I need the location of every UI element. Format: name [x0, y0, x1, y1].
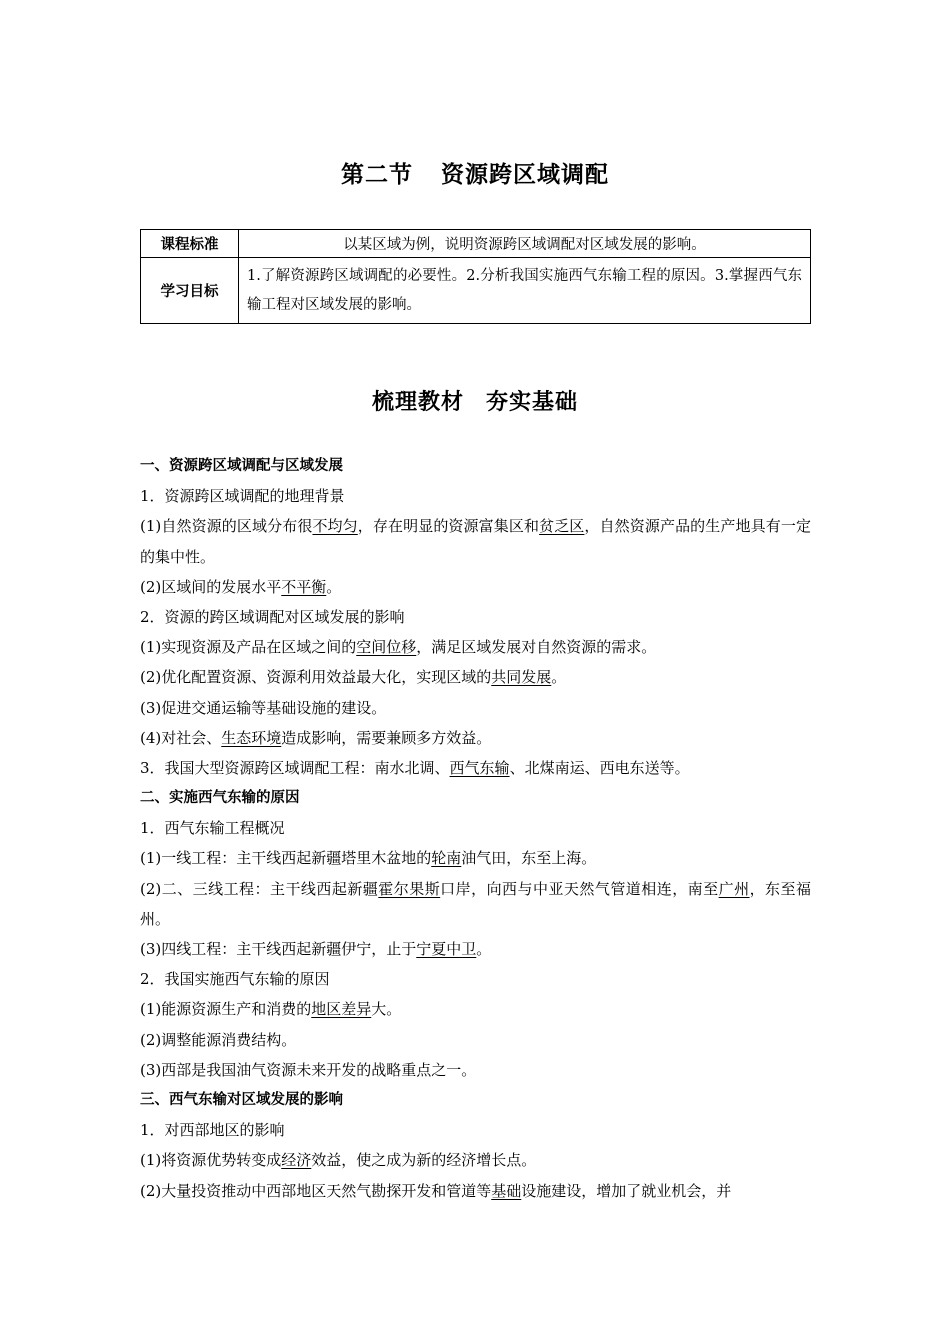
- paragraph: [140, 994, 811, 1024]
- paragraph-title: 1．西气东输工程概况: [140, 819, 285, 838]
- table-content-cell: 1.了解资源跨区域调配的必要性。2.分析我国实施西气东输工程的原因。3.掌握西气东输工程对区域发展的影响。: [239, 258, 811, 324]
- paragraph: [140, 1176, 811, 1206]
- text-fragment: 大。: [371, 1000, 402, 1019]
- blank-answer: 不平衡: [281, 577, 327, 596]
- blank-answer: 经济: [281, 1151, 312, 1170]
- text-fragment: (1)自然资源的区域分布很: [140, 517, 313, 536]
- blank-answer: 空间位移: [356, 638, 417, 657]
- text-fragment: (2)二、三线工程：主干线西起新疆: [140, 879, 379, 898]
- blank-answer: 霍尔果斯: [378, 879, 441, 898]
- paragraph: [140, 874, 811, 934]
- section-heading: 一、资源跨区域调配与区域发展: [140, 458, 343, 474]
- blank-answer: 不均匀: [312, 517, 358, 536]
- text-fragment: (1)实现资源及产品在区域之间的: [140, 638, 357, 657]
- title-section-number: 第二节: [341, 162, 413, 188]
- table-header-cell: 课程标准: [141, 230, 239, 258]
- text-fragment: (3)四线工程：主干线西起新疆伊宁，止于: [140, 940, 417, 959]
- paragraph-title: 1．对西部地区的影响: [140, 1121, 285, 1140]
- paragraph-title: 2．资源的跨区域调配对区域发展的影响: [140, 607, 405, 626]
- paragraph: [140, 934, 811, 964]
- text-fragment: 。: [326, 577, 342, 596]
- paragraph: [140, 511, 811, 571]
- text-fragment: ，东至福州。: [140, 879, 811, 928]
- subtitle-part-1: 梳理教材: [371, 390, 464, 415]
- paragraph: [140, 632, 811, 662]
- text-fragment: 3．我国大型资源跨区域调配工程：南水北调、: [140, 758, 450, 777]
- paragraph: (3)西部是我国油气资源未来开发的战略重点之一。: [140, 1060, 477, 1079]
- blank-answer: 生态环境: [221, 728, 282, 747]
- text-fragment: 油气田，东至上海。: [461, 849, 597, 868]
- table-row: [141, 230, 811, 258]
- blank-answer: 贫乏区: [539, 517, 585, 536]
- paragraph-title: 2．我国实施西气东输的原因: [140, 970, 330, 989]
- subtitle-part-2: 夯实基础: [486, 390, 579, 415]
- section-heading: 三、西气东输对区域发展的影响: [140, 1092, 343, 1108]
- text-fragment: 造成影响，需要兼顾多方效益。: [281, 728, 492, 747]
- text-fragment: (1)一线工程：主干线西起新疆塔里木盆地的: [140, 849, 432, 868]
- page-title: [0, 156, 950, 189]
- text-fragment: ，存在明显的资源富集区和: [357, 517, 540, 536]
- blank-answer: 共同发展: [491, 668, 552, 687]
- blank-answer: 基础: [491, 1181, 522, 1200]
- blank-answer: 地区差异: [311, 1000, 372, 1019]
- text-fragment: 、北煤南运、西电东送等。: [509, 758, 690, 777]
- text-fragment: (1)能源资源生产和消费的: [140, 1000, 312, 1019]
- text-fragment: 。: [476, 940, 492, 959]
- paragraph: [140, 572, 811, 602]
- paragraph: (2)调整能源消费结构。: [140, 1030, 297, 1049]
- text-fragment: (1)将资源优势转变成: [140, 1151, 282, 1170]
- blank-answer: 轮南: [431, 849, 462, 868]
- title-section-name: 资源跨区域调配: [441, 162, 609, 188]
- table-header-cell: 学习目标: [141, 258, 239, 324]
- text-fragment: (4)对社会、: [140, 728, 222, 747]
- text-fragment: ，满足区域发展对自然资源的需求。: [416, 638, 657, 657]
- table-row: [141, 258, 811, 324]
- text-fragment: 设施建设，增加了就业机会，并: [521, 1181, 732, 1200]
- paragraph: [140, 843, 811, 873]
- paragraph: [140, 1145, 811, 1175]
- text-fragment: 口岸，向西与中亚天然气管道相连，南至: [440, 879, 719, 898]
- text-fragment: (2)优化配置资源、资源利用效益最大化，实现区域的: [140, 668, 492, 687]
- text-fragment: 效益，使之成为新的经济增长点。: [311, 1151, 537, 1170]
- content-body: [140, 451, 811, 1206]
- paragraph: [140, 753, 811, 783]
- section-heading: 二、实施西气东输的原因: [140, 790, 300, 807]
- blank-answer: 宁夏中卫: [416, 940, 477, 959]
- text-fragment: 。: [551, 668, 567, 687]
- blank-answer: 广州: [718, 879, 750, 898]
- table-content-cell: 以某区域为例，说明资源跨区域调配对区域发展的影响。: [239, 230, 811, 258]
- blank-answer: 西气东输: [449, 758, 510, 777]
- text-fragment: (2)区域间的发展水平: [140, 577, 282, 596]
- paragraph-title: 1．资源跨区域调配的地理背景: [140, 487, 345, 506]
- text-fragment: (2)大量投资推动中西部地区天然气勘探开发和管道等: [140, 1181, 492, 1200]
- section-subtitle: [0, 385, 950, 416]
- paragraph: (3)促进交通运输等基础设施的建设。: [140, 698, 387, 717]
- text-fragment: ，自然资源产品的生产地具有一定的集中性。: [140, 517, 811, 566]
- paragraph: [140, 723, 811, 753]
- curriculum-table: [140, 229, 811, 324]
- paragraph: [140, 662, 811, 692]
